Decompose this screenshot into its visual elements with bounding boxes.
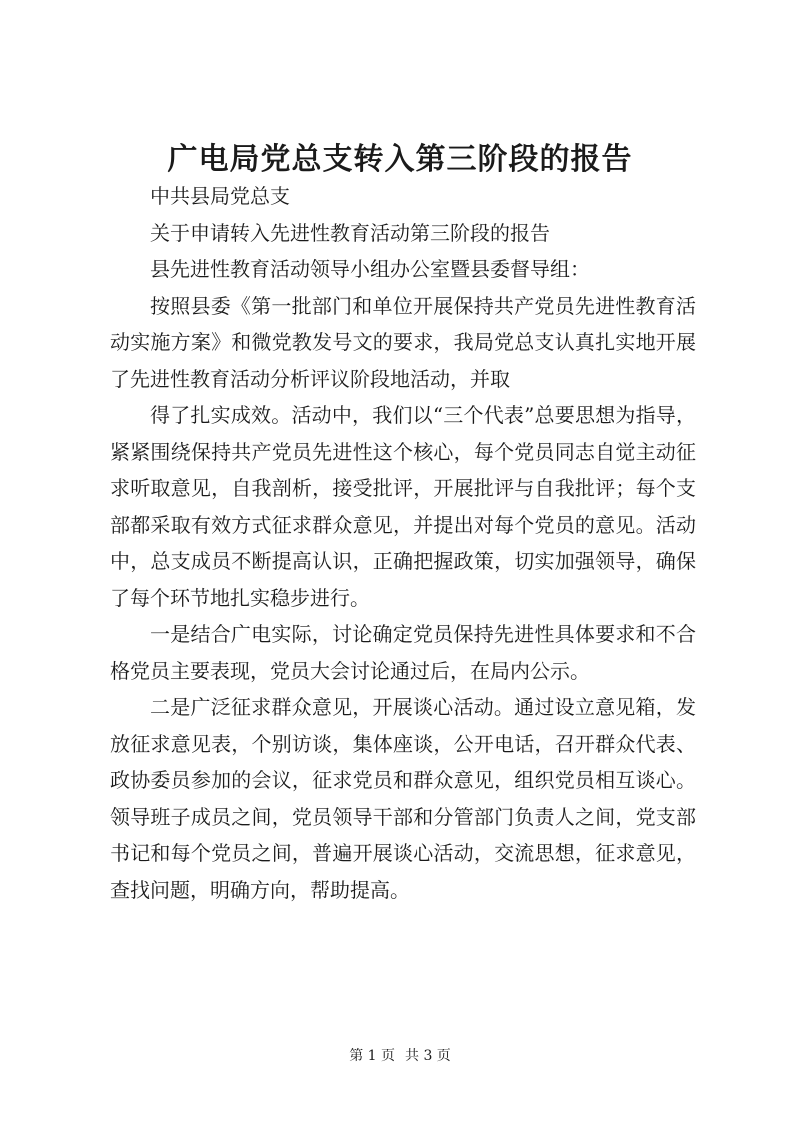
paragraph-subject: 关于申请转入先进性教育活动第三阶段的报告 [150, 220, 550, 245]
paragraph-results: 得了扎实成效。活动中，我们以“三个代表”总要思想为指导，紧紧围绕保持共产党员先进性这个核心，每个党员同志自觉主动征求听取意见，自我剖析，接受批评，开展批评与自我批评；每个支部都采取有效方式征求群众意见，并提出对每个党员的意见。活动中，总支成员不断提高认识，正确把握政策，切实加强领导，确保了每个环节地扎实稳步进行。 [110, 403, 696, 610]
paragraph-point-two: 二是广泛征求群众意见，开展谈心活动。通过设立意见箱，发放征求意见表，个别访谈，集体座谈，公开电话，召开群众代表、政协委员参加的会议，征求党员和群众意见，组织党员相互谈心。领导班子成员之间，党员领导干部和分管部门负责人之间，党支部书记和每个党员之间，普遍开展谈心活动，交流思想，征求意见，查找问题，明确方向，帮助提高。 [110, 695, 696, 902]
document-body [110, 178, 696, 908]
paragraph-point-one: 一是结合广电实际，讨论确定党员保持先进性具体要求和不合格党员主要表现，党员大会讨论通过后，在局内公示。 [110, 622, 696, 683]
document-title: 广电局党总支转入第三阶段的报告 [167, 142, 633, 177]
paragraph-addressee: 县先进性教育活动领导小组办公室暨县委督导组： [150, 257, 590, 281]
paragraph-intro: 按照县委《第一批部门和单位开展保持共产党员先进性教育活动实施方案》和微党教发号文的要求，我局党总支认真扎实地开展了先进性教育活动分析评议阶段地活动，并取 [110, 293, 696, 391]
page-total: 共 3 页 [405, 1048, 451, 1064]
page-footer [0, 1046, 800, 1066]
paragraph-sender: 中共县局党总支 [150, 184, 290, 208]
page-number: 第 1 页 [349, 1048, 395, 1064]
